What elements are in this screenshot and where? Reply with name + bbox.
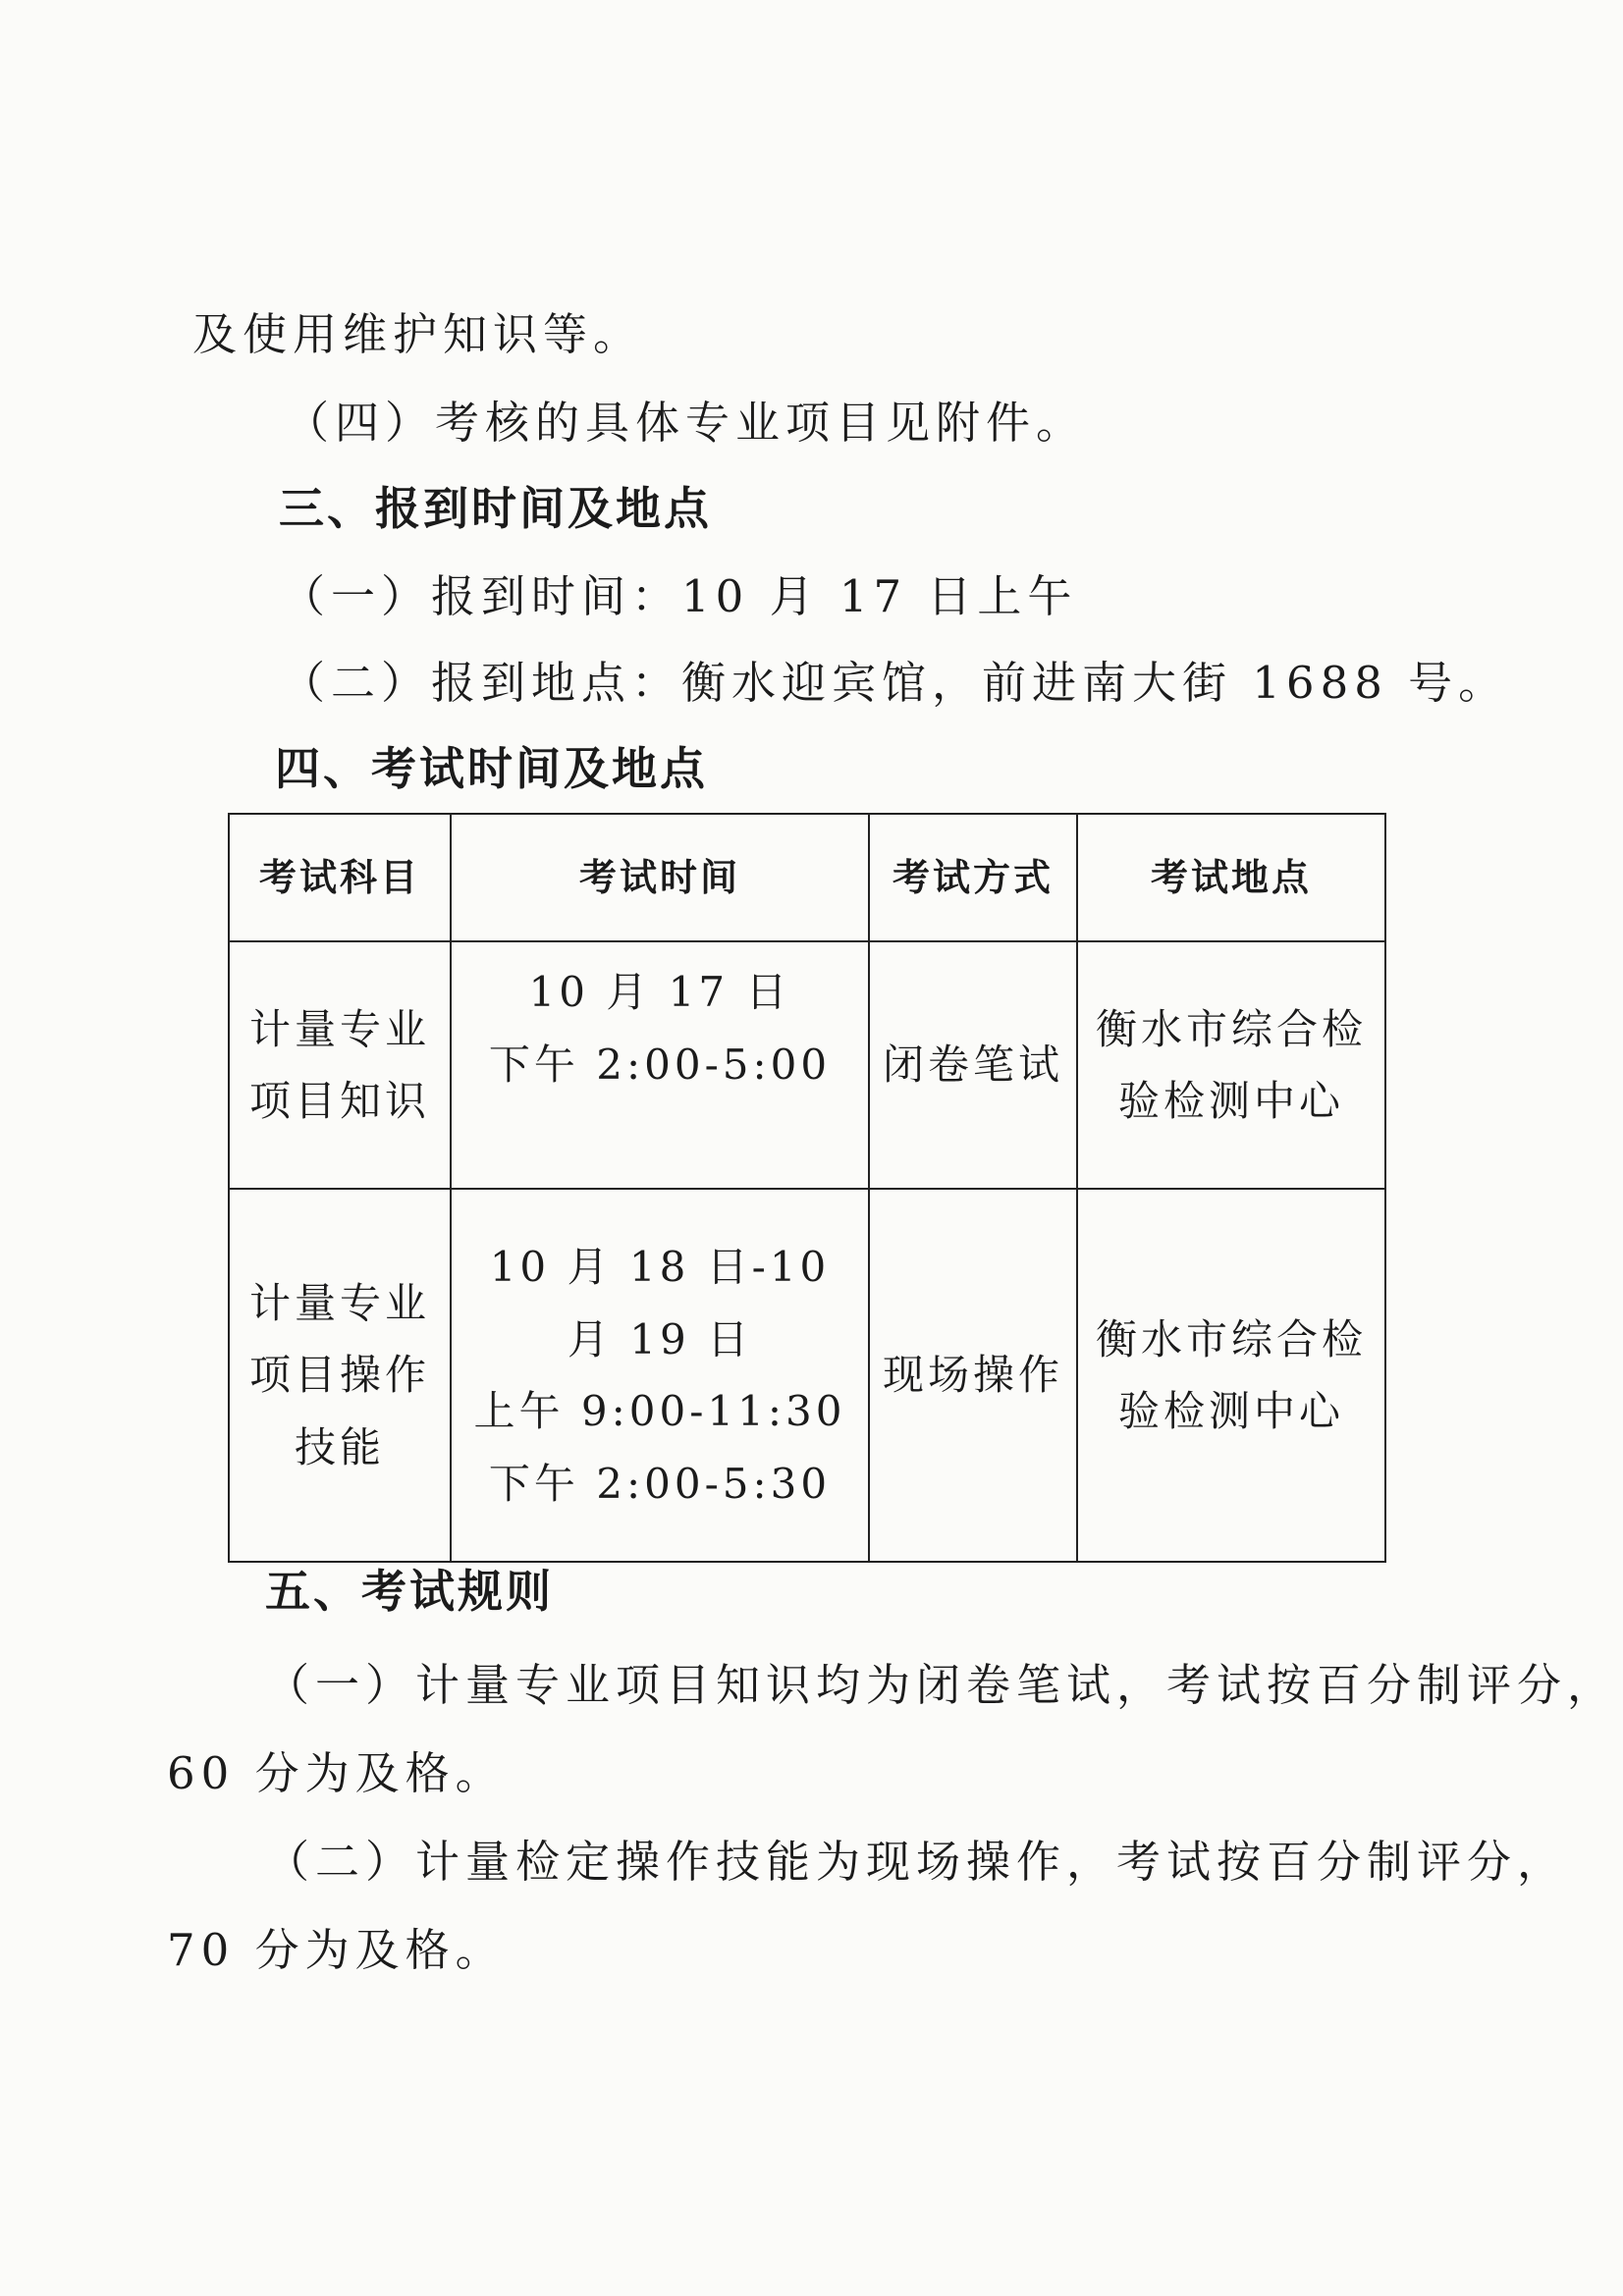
cell-text: 项目操作: [248, 1351, 430, 1400]
rule-item-1: （一）计量专业项目知识均为闭卷笔试，考试按百分制评分，: [265, 1659, 1618, 1711]
cell-text: 上午 9:00-11:30: [473, 1387, 846, 1435]
cell-text: 闭卷笔试: [882, 1041, 1063, 1090]
table-header-row: [229, 814, 1385, 941]
header-location: 考试地点: [1077, 814, 1385, 941]
paragraph-continuation: 及使用维护知识等。: [192, 308, 644, 360]
table-row: [229, 941, 1385, 1189]
cell-text: 衡水市综合检: [1095, 1314, 1367, 1363]
cell-text: 验检测中心: [1117, 1387, 1344, 1435]
paragraph-item-4: （四）考核的具体专业项目见附件。: [285, 397, 1087, 449]
cell-method: [869, 941, 1077, 1189]
cell-text: 10 月 18 日-10 月 19 日: [489, 1243, 831, 1363]
cell-text: 衡水市综合检: [1095, 1004, 1367, 1053]
header-subject: 考试科目: [229, 814, 451, 941]
exam-schedule-table: [228, 813, 1386, 1563]
cell-text: 下午 2:00-5:00: [488, 1040, 832, 1089]
cell-location: [1077, 941, 1385, 1189]
section-heading-4: 四、考试时间及地点: [275, 742, 708, 795]
rule-item-1-continuation: 60 分为及格。: [167, 1747, 506, 1799]
registration-location: （二）报到地点：衡水迎宾馆，前进南大街 1688 号。: [281, 657, 1509, 709]
header-time: 考试时间: [451, 814, 869, 941]
cell-text: 技能: [294, 1422, 385, 1471]
cell-text: 10 月 17 日: [528, 968, 791, 1016]
cell-method: [869, 1189, 1077, 1562]
cell-text: 项目知识: [248, 1077, 430, 1125]
cell-subject: [229, 1189, 451, 1562]
section-heading-3: 三、报到时间及地点: [279, 482, 712, 535]
cell-location: [1077, 1189, 1385, 1562]
cell-text: 下午 2:00-5:30: [488, 1459, 832, 1508]
registration-time: （一）报到时间：10 月 17 日上午: [281, 570, 1078, 622]
cell-text: 计量专业: [248, 1278, 430, 1327]
rule-item-2-continuation: 70 分为及格。: [167, 1924, 506, 1976]
cell-text: 现场操作: [882, 1351, 1063, 1400]
header-method: 考试方式: [869, 814, 1077, 941]
cell-time: [451, 941, 869, 1189]
section-heading-5: 五、考试规则: [265, 1565, 554, 1618]
cell-subject: [229, 941, 451, 1189]
rule-item-2: （二）计量检定操作技能为现场操作，考试按百分制评分，: [265, 1836, 1568, 1888]
table-row: [229, 1189, 1385, 1562]
cell-time: [451, 1189, 869, 1562]
cell-text: 验检测中心: [1117, 1077, 1344, 1125]
cell-text: 计量专业: [248, 1004, 430, 1053]
